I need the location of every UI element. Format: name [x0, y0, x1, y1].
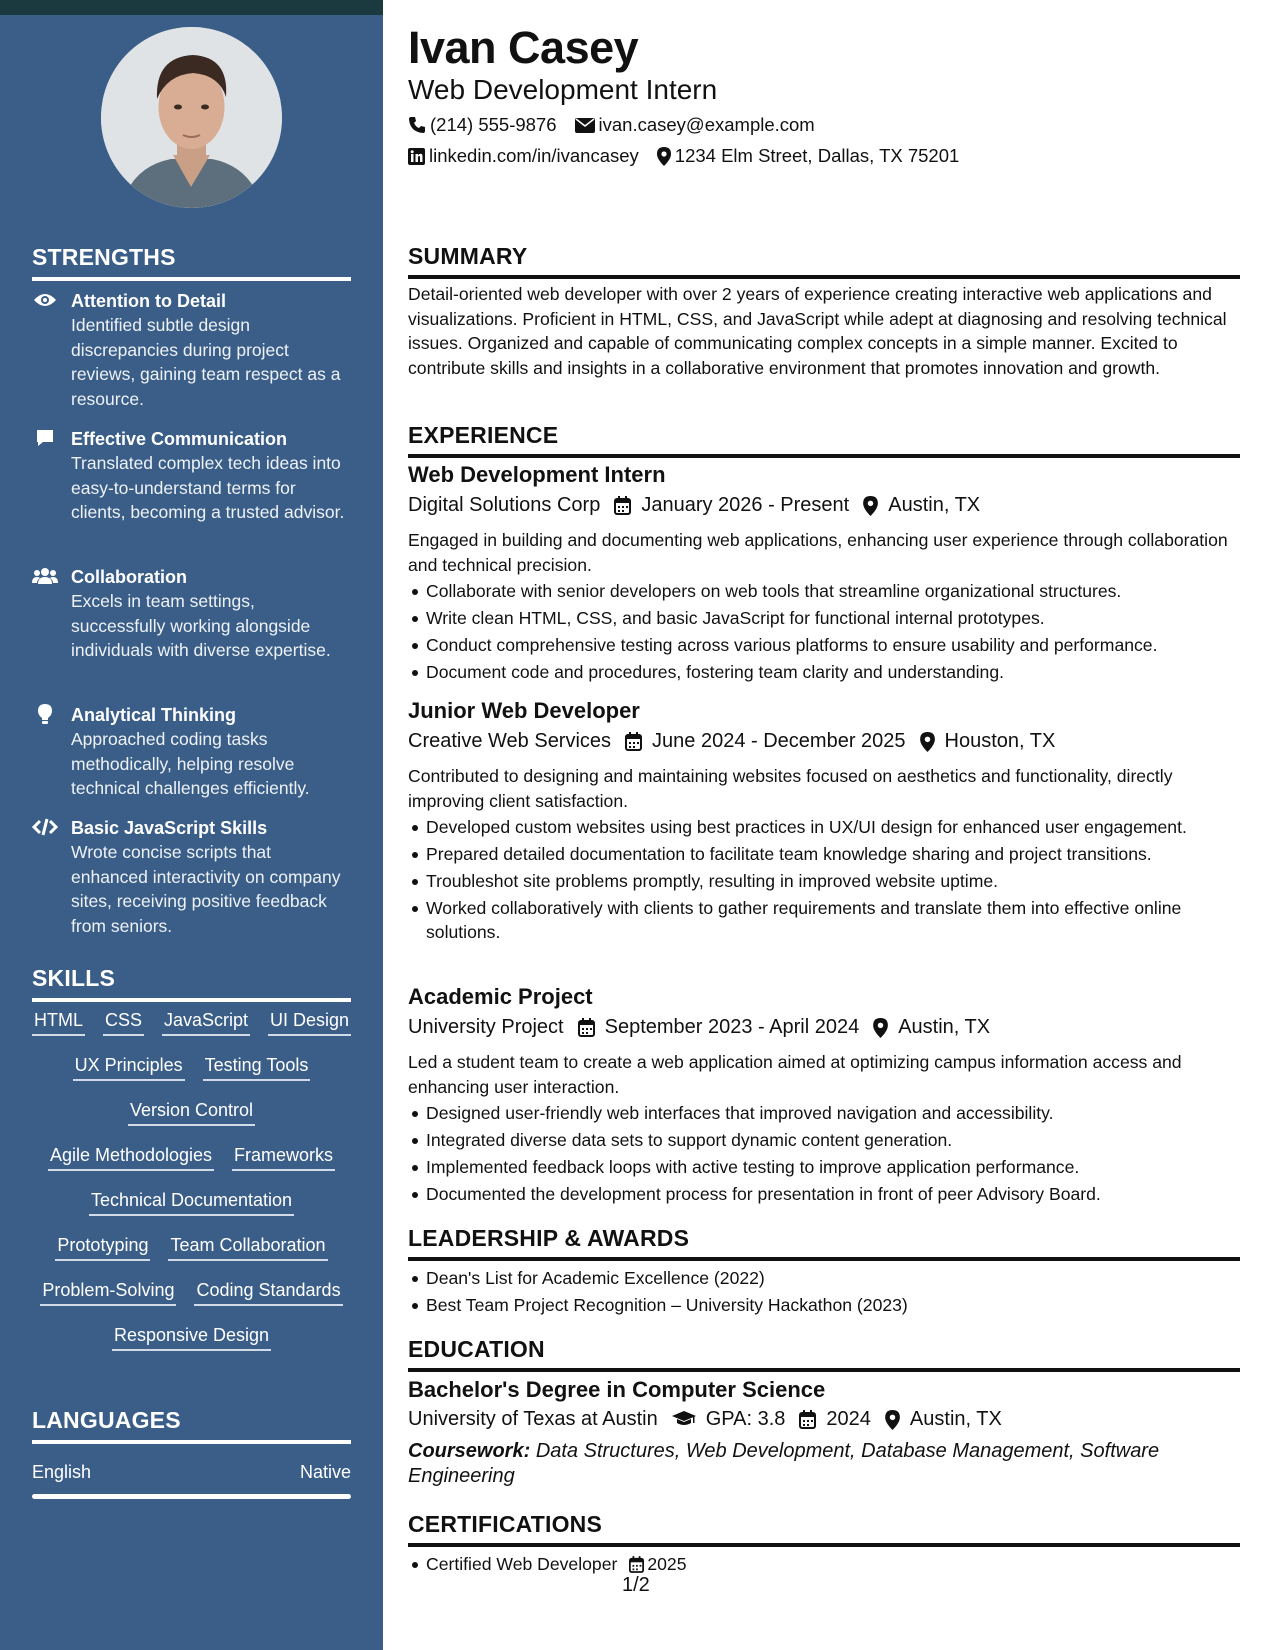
skill-row — [28, 1098, 355, 1143]
degree-title: Bachelor's Degree in Computer Science — [408, 1377, 826, 1402]
map-pin-icon — [873, 1018, 888, 1038]
list-item: Worked collaboratively with clients to gather requirements and translate them into effective online solutions. — [408, 896, 1240, 944]
coursework-label: Coursework: — [408, 1440, 531, 1462]
coursework-list: Data Structures, Web Development, Database Management, Software Engineering — [408, 1440, 1160, 1487]
languages-heading: LANGUAGES — [32, 1407, 351, 1444]
map-pin-icon — [657, 147, 671, 166]
skill-row — [28, 1323, 355, 1368]
page-number: 1/2 — [622, 1574, 650, 1596]
company-name: Creative Web Services — [408, 730, 612, 752]
skill-tag: Responsive Design — [112, 1323, 271, 1351]
skill-tag: Version Control — [128, 1098, 255, 1126]
skills-heading: SKILLS — [32, 965, 351, 1002]
job-title: Web Development Intern — [408, 462, 666, 487]
graduation-cap-icon — [672, 1411, 696, 1428]
skill-tag: CSS — [103, 1008, 144, 1036]
list-item: Dean's List for Academic Excellence (2022) — [408, 1266, 1240, 1290]
job-bullets — [408, 1101, 1240, 1209]
strength-title: Analytical Thinking — [71, 705, 237, 725]
job-meta — [408, 494, 980, 517]
phone-number[interactable]: (214) 555-9876 — [430, 114, 557, 135]
strength-title: Basic JavaScript Skills — [71, 818, 268, 838]
contact-row — [408, 114, 815, 136]
strength-description: Approached coding tasks methodically, helping resolve technical challenges efficiently. — [71, 729, 310, 798]
skill-tag: Frameworks — [232, 1143, 335, 1171]
strength-description: Excels in team settings, successfully working alongside individuals with diverse expertise. — [71, 591, 331, 660]
language-level: Native — [299, 1462, 351, 1482]
job-dates: September 2023 - April 2024 — [604, 1016, 860, 1038]
skill-tag: Agile Methodologies — [48, 1143, 214, 1171]
skill-row — [28, 1188, 355, 1233]
eye-icon — [32, 289, 58, 311]
list-item: Prepared detailed documentation to facilitate team knowledge sharing and project transitions. — [408, 842, 1240, 866]
awards-heading: LEADERSHIP & AWARDS — [408, 1225, 1240, 1261]
job-bullets — [408, 579, 1240, 687]
strength-description: Wrote concise scripts that enhanced interactivity on company sites, receiving positive feedback from seniors. — [71, 842, 341, 936]
strength-item — [32, 289, 352, 411]
skill-row — [28, 1053, 355, 1098]
list-item: Conduct comprehensive testing across various platforms to ensure usability and performance. — [408, 633, 1240, 657]
summary-text: Detail-oriented web developer with over 2 years of experience creating interactive web applications and visualizations. Proficient in HTML, CSS, and JavaScript while adept at diagnosing and resolving technical issues. Organized and capable of communicating complex concepts in a simple manner. Excited to contribute skills and insights in a collaborative environment that promotes innovation and growth. — [408, 284, 1227, 378]
list-item — [408, 1552, 1240, 1576]
gpa: GPA: 3.8 — [705, 1408, 786, 1430]
avatar — [101, 27, 282, 208]
job-bullets — [408, 815, 1240, 947]
linkedin-link[interactable]: linkedin.com/in/ivancasey — [429, 145, 639, 166]
summary-heading: SUMMARY — [408, 243, 1240, 279]
list-item: Implemented feedback loops with active testing to improve application performance. — [408, 1155, 1240, 1179]
job-title: Junior Web Developer — [408, 698, 640, 723]
job-description: Led a student team to create a web application aimed at optimizing campus information access and enhancing user interaction. — [408, 1052, 1182, 1097]
skill-row — [28, 1008, 355, 1053]
job-location: Austin, TX — [888, 494, 981, 516]
job-location: Houston, TX — [944, 730, 1056, 752]
calendar-icon — [614, 496, 631, 515]
job-dates: January 2026 - Present — [641, 494, 850, 516]
skill-tag: Testing Tools — [203, 1053, 311, 1081]
skills-list — [28, 1008, 355, 1368]
list-item: Best Team Project Recognition – University Hackathon (2023) — [408, 1293, 1240, 1317]
phone-icon — [408, 116, 426, 134]
sidebar — [0, 0, 383, 1650]
skill-tag: Prototyping — [55, 1233, 150, 1261]
awards-list — [408, 1266, 1240, 1320]
map-pin-icon — [863, 496, 878, 516]
lightbulb-icon — [32, 703, 58, 725]
certification-name: Certified Web Developer — [426, 1554, 618, 1574]
strength-item — [32, 427, 352, 525]
language-proficiency-bar — [32, 1494, 351, 1499]
calendar-icon — [629, 1556, 644, 1573]
speech-bubble-icon — [32, 427, 58, 449]
graduation-year: 2024 — [826, 1408, 871, 1430]
calendar-icon — [578, 1018, 595, 1037]
map-pin-icon — [920, 732, 935, 752]
certifications-list — [408, 1552, 1240, 1579]
company-name: University Project — [408, 1016, 564, 1038]
skill-tag: Problem-Solving — [40, 1278, 176, 1306]
list-item: Documented the development process for presentation in front of peer Advisory Board. — [408, 1182, 1240, 1206]
calendar-icon — [799, 1410, 816, 1429]
certification-year: 2025 — [647, 1554, 687, 1574]
list-item: Developed custom websites using best practices in UX/UI design for enhanced user engagement. — [408, 815, 1240, 839]
coursework — [408, 1439, 1240, 1488]
candidate-role: Web Development Intern — [408, 74, 718, 105]
job-meta — [408, 730, 1055, 753]
school-name: University of Texas at Austin — [408, 1408, 658, 1430]
sidebar-top-bar — [0, 0, 383, 15]
strength-item — [32, 816, 352, 938]
users-icon — [32, 565, 58, 587]
job-location: Austin, TX — [898, 1016, 991, 1038]
skill-tag: HTML — [32, 1008, 85, 1036]
job-description: Contributed to designing and maintaining websites focused on aesthetics and functionality, directly improving client satisfaction. — [408, 766, 1173, 811]
candidate-name: Ivan Casey — [408, 22, 639, 73]
strength-description: Identified subtle design discrepancies during project reviews, gaining team respect as a resource. — [71, 315, 341, 409]
skill-tag: Technical Documentation — [89, 1188, 294, 1216]
list-item: Designed user-friendly web interfaces that improved navigation and accessibility. — [408, 1101, 1240, 1125]
education-meta — [408, 1408, 1002, 1431]
skill-row — [28, 1143, 355, 1188]
linkedin-icon — [408, 148, 425, 165]
job-meta — [408, 1016, 990, 1039]
address: 1234 Elm Street, Dallas, TX 75201 — [674, 145, 960, 166]
list-item: Collaborate with senior developers on web tools that streamline organizational structures. — [408, 579, 1240, 603]
skill-tag: UI Design — [268, 1008, 351, 1036]
code-icon — [32, 816, 58, 838]
job-title: Academic Project — [408, 984, 593, 1009]
envelope-icon — [575, 118, 595, 133]
list-item: Troubleshot site problems promptly, resulting in improved website uptime. — [408, 869, 1240, 893]
strengths-heading: STRENGTHS — [32, 244, 351, 281]
list-item: Document code and procedures, fostering team clarity and understanding. — [408, 660, 1240, 684]
job-description: Engaged in building and documenting web applications, enhancing user experience through collaboration and technical precision. — [408, 530, 1228, 575]
email-link[interactable]: ivan.casey@example.com — [598, 114, 815, 135]
calendar-icon — [625, 732, 642, 751]
experience-heading: EXPERIENCE — [408, 422, 1240, 458]
education-heading: EDUCATION — [408, 1336, 1240, 1372]
job-dates: June 2024 - December 2025 — [652, 730, 906, 752]
skill-tag: JavaScript — [162, 1008, 250, 1036]
school-location: Austin, TX — [909, 1408, 1002, 1430]
skill-tag: Team Collaboration — [168, 1233, 327, 1261]
certifications-heading: CERTIFICATIONS — [408, 1511, 1240, 1547]
list-item: Integrated diverse data sets to support dynamic content generation. — [408, 1128, 1240, 1152]
strength-title: Effective Communication — [71, 429, 288, 449]
map-pin-icon — [885, 1410, 900, 1430]
strength-item — [32, 565, 352, 663]
company-name: Digital Solutions Corp — [408, 494, 601, 516]
strength-description: Translated complex tech ideas into easy-to-understand terms for clients, becoming a trusted advisor. — [71, 453, 345, 522]
skill-tag: Coding Standards — [194, 1278, 342, 1306]
skill-row — [28, 1233, 355, 1278]
language-name: English — [32, 1462, 92, 1482]
strength-title: Attention to Detail — [71, 291, 226, 311]
contact-row — [408, 145, 959, 167]
strength-title: Collaboration — [71, 567, 187, 587]
skill-row — [28, 1278, 355, 1323]
strength-item — [32, 703, 352, 801]
skill-tag: UX Principles — [73, 1053, 185, 1081]
language-row — [32, 1462, 351, 1483]
list-item: Write clean HTML, CSS, and basic JavaScript for functional internal prototypes. — [408, 606, 1240, 630]
